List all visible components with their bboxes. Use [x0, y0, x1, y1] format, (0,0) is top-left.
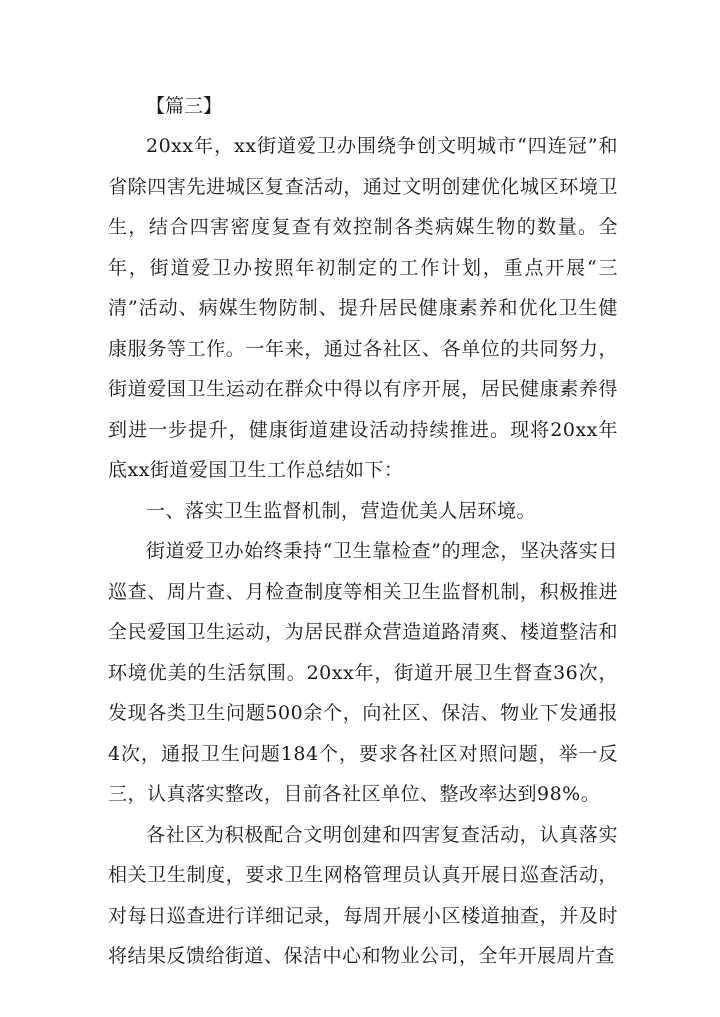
document-body [108, 86, 618, 977]
intro-paragraph: 20xx年，xx街道爱卫办围绕争创文明城市“四连冠”和省除四害先进城区复查活动，通过文明创建优化城区环境卫生，结合四害密度复查有效控制各类病媒生物的数量。全年，街道爱卫办按照年初制定的工作计划，重点开展“三清”活动、病媒生物防制、提升居民健康素养和优化卫生健康服务等工作。一年来，通过各社区、各单位的共同努力，街道爱国卫生运动在群众中得以有序开展，居民健康素养得到进一步提升，健康街道建设活动持续推进。现将20xx年底xx街道爱国卫生工作总结如下： [108, 135, 618, 481]
section-heading: 【篇三】 [146, 95, 223, 117]
body-paragraph: 各社区为积极配合文明创建和四害复查活动，认真落实相关卫生制度，要求卫生网格管理员认真开展日巡查活动，对每日巡查进行详细记录，每周开展小区楼道抽查，并及时将结果反馈给街道、保洁中心和物业公司，全年开展周片查 [108, 823, 618, 967]
section-title: 一、落实卫生监督机制，营造优美人居环境。 [146, 499, 537, 522]
body-paragraph: 街道爱卫办始终秉持“卫生靠检查”的理念，坚决落实日巡查、周片查、月检查制度等相关卫生监督机制，积极推进全民爱国卫生运动，为居民群众营造道路清爽、楼道整洁和环境优美的生活氛围。20xx年，街道开展卫生督查36次，发现各类卫生问题500余个，向社区、保洁、物业下发通报4次，通报卫生问题184个，要求各社区对照问题，举一反三，认真落实整改，目前各社区单位、整改率达到98%。 [108, 540, 618, 805]
